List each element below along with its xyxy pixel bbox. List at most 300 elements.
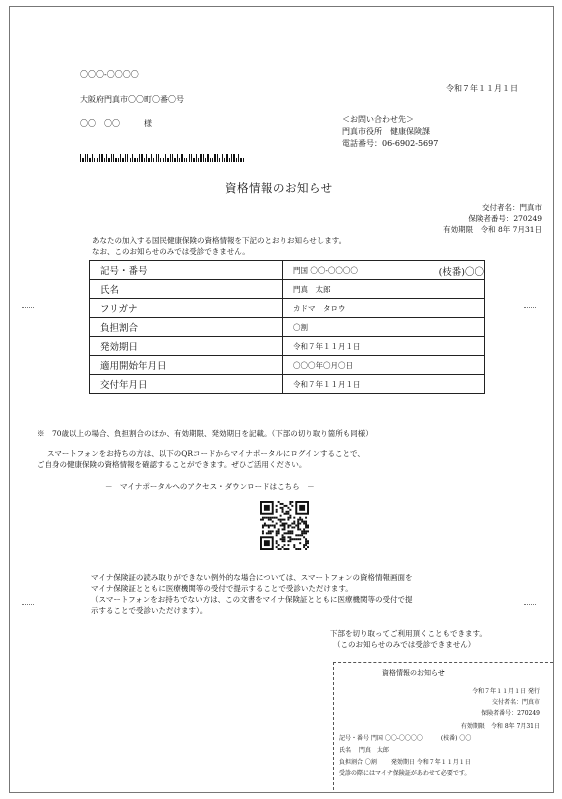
qr-module xyxy=(297,548,299,550)
barcode-bar xyxy=(231,154,232,162)
barcode-bar xyxy=(200,154,201,162)
qr-module xyxy=(299,534,301,536)
qr-module xyxy=(264,505,270,511)
barcode-bar xyxy=(104,158,105,162)
barcode-bar xyxy=(177,154,178,162)
qr-module xyxy=(297,519,299,521)
barcode-bar xyxy=(85,154,86,162)
barcode-bar xyxy=(127,154,128,162)
cut-instruction-2: （このお知らせのみでは受診できません） xyxy=(333,640,476,649)
barcode-bar xyxy=(144,158,145,162)
qr-module xyxy=(307,542,309,544)
qr-module xyxy=(276,546,278,548)
barcode-bar xyxy=(170,154,171,162)
qr-module xyxy=(301,519,303,521)
qr-module xyxy=(287,507,289,509)
qr-module xyxy=(272,525,274,527)
issuer-name: 交付者名：門真市 xyxy=(482,203,542,212)
barcode-bar xyxy=(214,154,215,162)
qr-module xyxy=(289,517,291,519)
age-note: ※ 70歳以上の場合、負担割合のほか、有効期限、発効期日を記載。（下部の切り取り箇所も同様） xyxy=(37,429,373,438)
qualification-table xyxy=(89,260,485,394)
barcode-bar xyxy=(120,154,121,162)
qr-module xyxy=(282,503,284,505)
qr-module xyxy=(262,526,264,528)
qr-module xyxy=(262,517,264,519)
qr-module xyxy=(278,544,280,546)
row-label: 交付年月日 xyxy=(90,375,283,394)
barcode-bar xyxy=(184,158,185,162)
qr-module xyxy=(266,532,268,534)
qr-module xyxy=(299,517,301,519)
barcode-bar xyxy=(210,158,211,162)
qr-module xyxy=(284,532,286,534)
qr-module xyxy=(284,525,286,527)
contact-phone: 電話番号：06-6902-5697 xyxy=(342,139,439,148)
exception-line-3: （スマートフォンをお持ちでない方は、この文書をマイナ保険証とともに医療機関等の受付で提 xyxy=(91,595,413,604)
qr-module xyxy=(276,542,278,544)
barcode-bar xyxy=(151,154,152,162)
qr-module xyxy=(287,544,289,546)
issue-date: 令和７年１１月１日 xyxy=(446,84,518,93)
table-row xyxy=(90,280,485,299)
qr-module xyxy=(303,521,305,523)
qr-module xyxy=(305,517,307,519)
qr-module xyxy=(297,528,299,530)
barcode-bar xyxy=(226,154,227,162)
qr-module xyxy=(293,521,295,523)
barcode-bar xyxy=(191,154,192,162)
qr-module xyxy=(307,526,309,528)
qr-module xyxy=(303,528,305,530)
branch-number: (枝番)〇〇 xyxy=(438,267,484,278)
qr-module xyxy=(303,546,305,548)
qr-module xyxy=(276,523,278,525)
qr-module xyxy=(305,526,307,528)
qr-module xyxy=(289,536,291,538)
qr-module xyxy=(276,540,278,542)
row-value: 令和７年１１月１日 xyxy=(283,375,485,394)
barcode-bar xyxy=(179,158,180,162)
qr-module xyxy=(289,532,291,534)
qr-module xyxy=(278,548,280,550)
qr-module xyxy=(291,501,293,503)
barcode-bar xyxy=(141,154,142,162)
qr-module xyxy=(287,517,289,519)
barcode-bar xyxy=(243,158,244,162)
qr-module xyxy=(270,519,272,521)
qr-module xyxy=(262,519,264,521)
exception-line-4: 示することで受診いただけます）。 xyxy=(91,606,208,615)
qr-module xyxy=(291,532,293,534)
qr-module xyxy=(264,523,266,525)
qr-module xyxy=(262,525,264,527)
barcode-bar xyxy=(174,158,175,162)
qr-module xyxy=(299,538,301,540)
row-value: 令和７年１１月１日 xyxy=(283,337,485,356)
qr-module xyxy=(295,525,297,527)
qr-module xyxy=(301,530,303,532)
qr-module xyxy=(305,538,307,540)
barcode-bar xyxy=(99,154,100,162)
qr-module xyxy=(289,540,291,542)
qr-module xyxy=(289,538,291,540)
qr-module xyxy=(307,546,309,548)
table-row xyxy=(90,375,485,394)
qr-module xyxy=(268,532,270,534)
qr-module xyxy=(264,517,266,519)
qr-module xyxy=(284,538,286,540)
qr-module xyxy=(293,544,295,546)
cut-mark-left-bottom xyxy=(22,604,34,605)
qr-module xyxy=(301,532,303,534)
table-row xyxy=(90,299,485,318)
barcode-bar xyxy=(108,158,109,162)
qr-module xyxy=(276,511,278,513)
cut-mark-right-bottom xyxy=(524,604,536,605)
qr-module xyxy=(303,536,305,538)
barcode-bar xyxy=(222,154,223,162)
qr-module xyxy=(285,513,287,515)
qr-module xyxy=(280,525,282,527)
barcode-bar xyxy=(156,154,157,162)
qr-module xyxy=(305,525,307,527)
qr-module xyxy=(280,519,282,521)
qr-module xyxy=(266,517,268,519)
qr-module xyxy=(287,526,289,528)
row-value: 〇〇〇年〇月〇日 xyxy=(283,356,485,375)
qr-module xyxy=(276,532,278,534)
cut-mark-left-top xyxy=(22,307,34,308)
qr-module xyxy=(285,548,287,550)
qr-module xyxy=(268,519,270,521)
qr-module xyxy=(270,525,272,527)
qr-module xyxy=(305,548,307,550)
qr-module xyxy=(285,523,287,525)
qr-module xyxy=(272,517,274,519)
qr-module xyxy=(299,528,301,530)
barcode-bar xyxy=(122,158,123,162)
qr-module xyxy=(280,515,282,517)
row-label: フリガナ xyxy=(90,299,283,318)
barcode-bar xyxy=(92,154,93,162)
table-row xyxy=(90,318,485,337)
barcode-bar xyxy=(158,154,159,162)
slip-issuer: 交付者名：門真市 xyxy=(491,699,540,706)
barcode-bar xyxy=(193,158,194,162)
intro-line-1: あなたの加入する国民健康保険の資格情報を下記のとおりお知らせします。 xyxy=(92,236,347,245)
qr-module xyxy=(282,523,284,525)
document-title: 資格情報のお知らせ xyxy=(225,181,333,195)
qr-module xyxy=(287,536,289,538)
qr-module xyxy=(270,532,272,534)
qr-module xyxy=(276,534,278,536)
qr-module xyxy=(305,540,307,542)
qr-module xyxy=(284,536,286,538)
slip-validity: 有効期限 令和 8年 7月31日 xyxy=(460,723,540,730)
qr-module xyxy=(280,507,282,509)
contact-heading: ＜お問い合わせ先＞ xyxy=(342,115,414,124)
slip-title: 資格情報のお知らせ xyxy=(382,669,445,677)
qr-module xyxy=(284,505,286,507)
barcode-bar xyxy=(146,154,147,162)
qr-module xyxy=(305,544,307,546)
row-value: 〇割 xyxy=(283,318,485,337)
qr-module xyxy=(289,530,291,532)
qr-module xyxy=(282,528,284,530)
qr-module xyxy=(284,528,286,530)
qr-module xyxy=(278,532,280,534)
row-value: カドマ タロウ xyxy=(283,299,485,318)
qr-module xyxy=(278,530,280,532)
barcode-bar xyxy=(212,158,213,162)
barcode-bar xyxy=(82,158,83,162)
qr-module xyxy=(285,511,287,513)
barcode-bar xyxy=(153,158,154,162)
recipient-name: 〇〇 〇〇 様 xyxy=(80,119,152,128)
qr-module xyxy=(303,544,305,546)
qr-module xyxy=(291,538,293,540)
qr-module xyxy=(282,511,284,513)
qr-module xyxy=(295,548,297,550)
barcode-bar xyxy=(118,158,119,162)
qr-module xyxy=(297,534,299,536)
barcode-bar xyxy=(106,154,107,162)
table-row xyxy=(90,261,485,280)
postal-code: 〇〇〇-〇〇〇〇 xyxy=(80,70,139,79)
qr-module xyxy=(299,519,301,521)
qr-module xyxy=(278,528,280,530)
barcode-bar xyxy=(224,158,225,162)
qr-module xyxy=(264,525,266,527)
slip-insurer-number: 保険者番号：270249 xyxy=(481,710,540,717)
qr-module xyxy=(303,532,305,534)
qr-module xyxy=(299,548,301,550)
qr-module xyxy=(287,519,289,521)
qr-module xyxy=(282,507,284,509)
barcode-bar xyxy=(137,158,138,162)
qr-module xyxy=(274,526,276,528)
mynaportal-qr-code[interactable] xyxy=(260,501,309,550)
qr-module xyxy=(293,546,295,548)
barcode-bar xyxy=(172,154,173,162)
qr-module xyxy=(282,538,284,540)
barcode-bar xyxy=(163,158,164,162)
barcode-bar xyxy=(101,154,102,162)
qr-module xyxy=(291,505,293,507)
qr-module xyxy=(278,519,280,521)
qr-module xyxy=(285,505,287,507)
qr-module xyxy=(287,532,289,534)
barcode-bar xyxy=(132,154,133,162)
row-value: 門真 太郎 xyxy=(283,280,485,299)
barcode-bar xyxy=(219,158,220,162)
qr-module xyxy=(287,548,289,550)
barcode-bar xyxy=(139,154,140,162)
qr-module xyxy=(270,530,272,532)
row-label: 負担割合 xyxy=(90,318,283,337)
barcode-bar xyxy=(198,158,199,162)
barcode-bar xyxy=(125,154,126,162)
qr-module xyxy=(289,525,291,527)
portal-link-text[interactable]: － マイナポータルへのアクセス・ダウンロードはこちら － xyxy=(105,482,315,491)
barcode-bar xyxy=(87,154,88,162)
qr-module xyxy=(276,530,278,532)
barcode-bar xyxy=(236,158,237,162)
slip-name: 氏名 門真 太郎 xyxy=(339,747,389,754)
qr-module xyxy=(293,526,295,528)
barcode-bar xyxy=(233,154,234,162)
qr-module xyxy=(284,519,286,521)
qr-module xyxy=(284,523,286,525)
contact-office: 門真市役所 健康保険課 xyxy=(342,127,430,136)
slip-issue-date: 令和７年１１月１日 発行 xyxy=(472,688,540,695)
qr-module xyxy=(268,517,270,519)
qr-module xyxy=(262,530,264,532)
row-label: 記号・番号 xyxy=(90,261,283,280)
barcode-bar xyxy=(148,158,149,162)
insurer-number: 保険者番号：270249 xyxy=(468,214,542,223)
qr-module xyxy=(301,521,303,523)
barcode-bar xyxy=(189,154,190,162)
barcode-bar xyxy=(111,154,112,162)
qr-module xyxy=(293,523,295,525)
qr-module xyxy=(297,526,299,528)
qr-module xyxy=(287,540,289,542)
barcode-bar xyxy=(97,158,98,162)
qr-module xyxy=(303,530,305,532)
barcode-bar xyxy=(229,158,230,162)
qr-module xyxy=(274,525,276,527)
qr-module xyxy=(289,501,291,503)
qr-module xyxy=(272,530,274,532)
barcode-bar xyxy=(115,158,116,162)
slip-burden-effective: 負担割合 〇割 発効期日 令和７年１１月１日 xyxy=(339,759,471,766)
qr-module xyxy=(278,501,280,503)
barcode-bar xyxy=(207,154,208,162)
row-value xyxy=(283,261,485,280)
qr-module xyxy=(297,538,299,540)
qr-module xyxy=(266,525,268,527)
qr-module xyxy=(282,540,284,542)
exception-line-1: マイナ保険証の読み取りができない例外的な場合については、スマートフォンの資格情報画面を xyxy=(91,573,413,582)
qr-module xyxy=(262,532,264,534)
qr-module xyxy=(291,523,293,525)
qr-module xyxy=(287,511,289,513)
qr-module xyxy=(289,509,291,511)
qr-module xyxy=(297,525,299,527)
qr-module xyxy=(293,517,295,519)
qr-module xyxy=(307,530,309,532)
qr-module xyxy=(293,538,295,540)
smartphone-line-1: スマートフォンをお持ちの方は、以下のQRコードからマイナポータルにログインすることで、 xyxy=(47,449,365,458)
barcode-bar xyxy=(181,154,182,162)
address: 大阪府門真市〇〇町〇番〇号 xyxy=(80,95,184,104)
barcode-bar xyxy=(165,154,166,162)
barcode-bar xyxy=(203,154,204,162)
barcode-bar xyxy=(89,158,90,162)
qr-module xyxy=(280,503,282,505)
slip-number: 記号・番号 門国 〇〇-〇〇〇〇 (枝番) 〇〇 xyxy=(339,735,472,742)
qr-module xyxy=(287,513,289,515)
number-value: 門国 〇〇-〇〇〇〇 xyxy=(293,265,358,275)
qr-module xyxy=(305,532,307,534)
barcode-bar xyxy=(80,154,81,162)
qr-module xyxy=(280,548,282,550)
qr-module xyxy=(307,525,309,527)
qr-module xyxy=(295,534,297,536)
qr-module xyxy=(268,525,270,527)
qr-module xyxy=(280,538,282,540)
qr-module xyxy=(305,521,307,523)
barcode-bar xyxy=(130,158,131,162)
row-label: 発効期日 xyxy=(90,337,283,356)
qr-module xyxy=(299,505,305,511)
barcode-bar xyxy=(113,154,114,162)
intro-line-2: なお、このお知らせのみでは受診できません。 xyxy=(92,247,250,256)
qr-module xyxy=(280,521,282,523)
qr-module xyxy=(287,530,289,532)
qr-module xyxy=(303,523,305,525)
cut-mark-right-top xyxy=(524,307,536,308)
qr-module xyxy=(297,523,299,525)
qr-module xyxy=(276,509,278,511)
qr-module xyxy=(282,536,284,538)
row-label: 氏名 xyxy=(90,280,283,299)
qr-module xyxy=(274,517,276,519)
qr-module xyxy=(282,519,284,521)
qr-module xyxy=(305,542,307,544)
qr-module xyxy=(284,544,286,546)
table-row xyxy=(90,337,485,356)
qr-module xyxy=(268,526,270,528)
qr-module xyxy=(285,532,287,534)
qr-module xyxy=(289,503,291,505)
qr-module xyxy=(307,540,309,542)
qr-module xyxy=(299,523,301,525)
qr-module xyxy=(295,538,297,540)
barcode-bar xyxy=(196,154,197,162)
qr-module xyxy=(282,509,284,511)
validity-period: 有効期限 令和 8年 7月31日 xyxy=(443,225,542,234)
qr-module xyxy=(297,521,299,523)
barcode-bar xyxy=(217,154,218,162)
barcode-bar xyxy=(167,158,168,162)
qr-module xyxy=(289,515,291,517)
row-label: 適用開始年月日 xyxy=(90,356,283,375)
qr-module xyxy=(270,517,272,519)
table-row xyxy=(90,356,485,375)
qr-module xyxy=(291,530,293,532)
barcode-bar xyxy=(94,158,95,162)
qr-module xyxy=(264,540,270,546)
qr-module xyxy=(284,548,286,550)
qr-module xyxy=(282,534,284,536)
qr-module xyxy=(299,542,301,544)
qr-module xyxy=(282,546,284,548)
qr-module xyxy=(305,523,307,525)
qr-module xyxy=(287,525,289,527)
barcode-bar xyxy=(205,158,206,162)
customer-barcode xyxy=(80,154,245,162)
qr-module xyxy=(284,513,286,515)
barcode-bar xyxy=(160,158,161,162)
qr-module xyxy=(268,530,270,532)
barcode-bar xyxy=(134,158,135,162)
qr-module xyxy=(305,530,307,532)
barcode-bar xyxy=(240,158,241,162)
qr-module xyxy=(260,519,262,521)
